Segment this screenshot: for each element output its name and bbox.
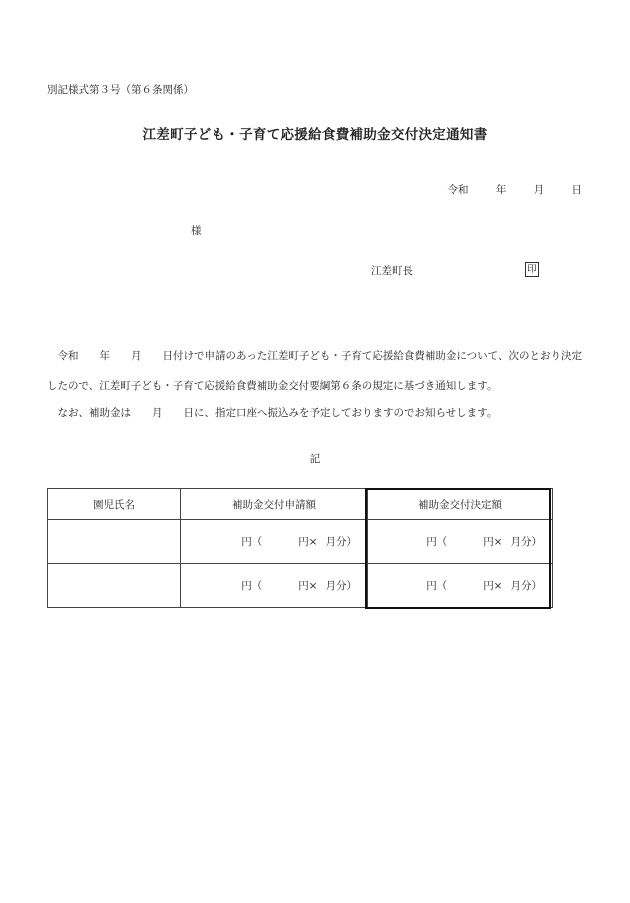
- yen-times-label: 円×: [483, 580, 503, 592]
- yen-label: 円（: [241, 580, 263, 592]
- addressee-honorific: 様: [191, 225, 202, 237]
- yen-label: 円（: [426, 580, 448, 592]
- table-row: [48, 520, 553, 564]
- months-label: 月分）: [510, 580, 542, 592]
- child-name-cell: [48, 564, 181, 608]
- yen-label: 円（: [426, 536, 448, 548]
- document-title: 江差町子ども・子育て応援給食費補助金交付決定通知書: [142, 127, 488, 143]
- child-name-cell: [48, 520, 181, 564]
- decided-amount-cell: [368, 520, 553, 564]
- header-decided-amount: 補助金交付決定額: [368, 489, 553, 520]
- date-day: 日: [571, 184, 582, 196]
- table-header-row: [48, 489, 553, 520]
- months-label: 月分）: [510, 536, 542, 548]
- applied-amount-cell: [181, 520, 368, 564]
- seal-mark: 印: [525, 262, 539, 277]
- subsidy-table: [47, 488, 553, 608]
- date-era: 令和: [447, 184, 469, 196]
- header-applied-amount: 補助金交付申請額: [181, 489, 368, 520]
- body-paragraph-2: なお、補助金は 月 日に、指定口座へ振込みを予定しておりますのでお知らせします。: [47, 407, 498, 419]
- yen-label: 円（: [241, 536, 263, 548]
- date-month: 月: [533, 184, 545, 196]
- decided-amount-cell: [368, 564, 553, 608]
- yen-times-label: 円×: [483, 536, 503, 548]
- months-label: 月分）: [325, 580, 357, 592]
- applied-amount-cell: [181, 564, 368, 608]
- table-row: [48, 564, 553, 608]
- yen-times-label: 円×: [298, 536, 318, 548]
- body-paragraph-1: 令和 年 月 日付けで申請のあった江差町子ども・子育て応援給食費補助金について、次のとおり決定したので、江差町子ども・子育て応援給食費補助金交付要綱第６条の規定に基づき通知します。: [47, 350, 582, 392]
- issue-date: [447, 182, 582, 197]
- ki-heading: 記: [309, 453, 321, 465]
- months-label: 月分）: [325, 536, 357, 548]
- form-number-label: 別記様式第３号（第６条関係）: [47, 84, 194, 96]
- issuer-title: 江差町長: [371, 265, 413, 277]
- date-year: 年: [495, 184, 507, 196]
- header-child-name: 園児氏名: [48, 489, 181, 520]
- yen-times-label: 円×: [298, 580, 318, 592]
